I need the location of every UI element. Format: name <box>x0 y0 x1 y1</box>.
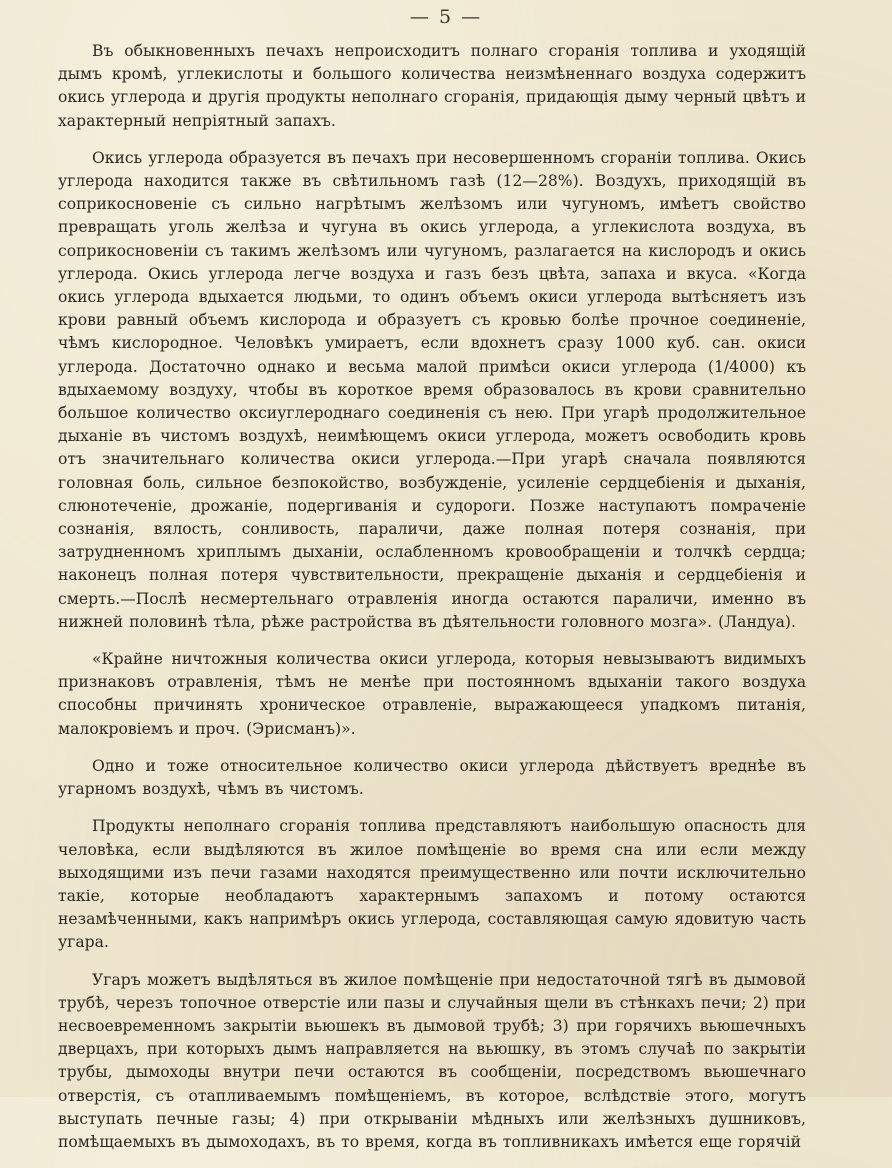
paragraph-carbon-monoxide: Окись углерода образуется въ печахъ при несовершенномъ сгораніи топлива. Окись углерода находится также въ свѣтильномъ газѣ (12—28%). Воздухъ, приходящій въ соприкосновеніе съ сильно нагрѣтымъ желѣзомъ или чугуномъ, имѣетъ свойство превращать уголь желѣза и чугуна въ окись углерода, а углекислота воздуха, въ соприкосновеніи съ такимъ желѣзомъ или чугуномъ, разлагается на кислородъ и окись углерода. Окись углерода легче воздуха и газъ безъ цвѣта, запаха и вкуса. «Когда окись углерода вдыхается людьми, то одинъ объемъ окиси углерода вытѣсняетъ изъ крови равный объемъ кислорода и образуетъ съ кровью болѣе прочное соединеніе, чѣмъ кислородное. Человѣкъ умираетъ, если вдохнетъ сразу 1000 куб. сан. окиси углерода. Достаточно однако и весьма малой примѣси окиси углерода (1/4000) къ вдыхаемому воздуху, чтобы въ короткое время образовалось въ крови сравнительно большое количество оксиуглероднаго соединенія съ нею. При угарѣ продолжительное дыханіе въ чистомъ воздухѣ, неимѣющемъ окиси углерода, можетъ освободить кровь отъ значительнаго количества окиси углерода.—При угарѣ сначала появляются головная боль, сильное безпокойство, возбужденіе, усиленіе сердцебіенія и дыханія, слюнотеченіе, дрожаніе, подергиванія и судороги. Позже наступаютъ помраченіе сознанія, вялость, сонливость, параличи, даже полная потеря сознанія, при затрудненномъ хриплымъ дыханіи, ослабленномъ кровообращеніи и толчкѣ сердца; наконецъ полная потеря чувствительности, прекращеніе дыханія и сердцебіенія и смерть.—Послѣ несмертельнаго отравленія иногда остаются параличи, именно въ нижней половинѣ тѣла, рѣже растройства въ дѣятельности головного мозга». (Ландуа). <box>58 148 806 631</box>
paragraph-sources-of-fumes: Угаръ можетъ выдѣляться въ жилое помѣщеніе при недостаточной тягѣ въ дымовой трубѣ, черезъ топочное отверстіе или пазы и случайныя щели въ стѣнкахъ печи; 2) при несвоевременномъ закрытіи вьюшекъ въ дымовой трубѣ; 3) при горячихъ вьюшечныхъ дверцахъ, при которыхъ дымъ направляется на вьюшку, въ этомъ случаѣ по закрытіи трубы, дымоходы внутри печи остаются въ сообщеніи, посредствомъ вьюшечнаго отверстія, съ отапливаемымъ помѣщеніемъ, въ которое, вслѣдствіе этого, могутъ выступать печные газы; 4) при открываніи мѣдныхъ или желѣзныхъ душниковъ, помѣщаемыхъ въ дымоходахъ, въ то время, когда въ топливникахъ имѣется еще горячій <box>58 970 806 1151</box>
paragraph-incomplete-combustion-danger: Продукты неполнаго сгоранія топлива представляютъ наибольшую опасность для человѣка, если выдѣляются въ жилое помѣщеніе во время сна или если между выходящими изъ печи газами находятся преимущественно или почти исключительно такіе, которые необладаютъ характернымъ запахомъ и потому остаются незамѣченными, какъ напримѣръ окись углерода, составляющая самую ядовитую часть угара. <box>58 817 806 952</box>
page-body <box>58 40 806 1168</box>
paragraph-relative-harm: Одно и тоже относительное количество окиси углерода дѣйствуетъ вреднѣе въ угарномъ воздухѣ, чѣмъ въ чистомъ. <box>58 756 806 799</box>
paragraph-combustion-smoke: Въ обыкновенныхъ печахъ непроисходитъ полнаго сгоранія топлива и уходящій дымъ кромѣ, углекислоты и большого количества неизмѣненнаго воздуха содержитъ окись углерода и другія продукты неполнаго сгоранія, придающія дыму черный цвѣтъ и характерный непріятный запахъ. <box>58 42 806 130</box>
page-number: — 5 — <box>409 6 483 28</box>
paragraph-chronic-poisoning-quote: «Крайне ничтожныя количества окиси углерода, которыя невызываютъ видимыхъ признаковъ отравленія, тѣмъ не менѣе при постоянномъ вдыханіи такого воздуха способны причинять хроническое отравленіе, выражающееся упадкомъ питанія, малокровіемъ и проч. (Эрисманъ)». <box>58 650 806 738</box>
